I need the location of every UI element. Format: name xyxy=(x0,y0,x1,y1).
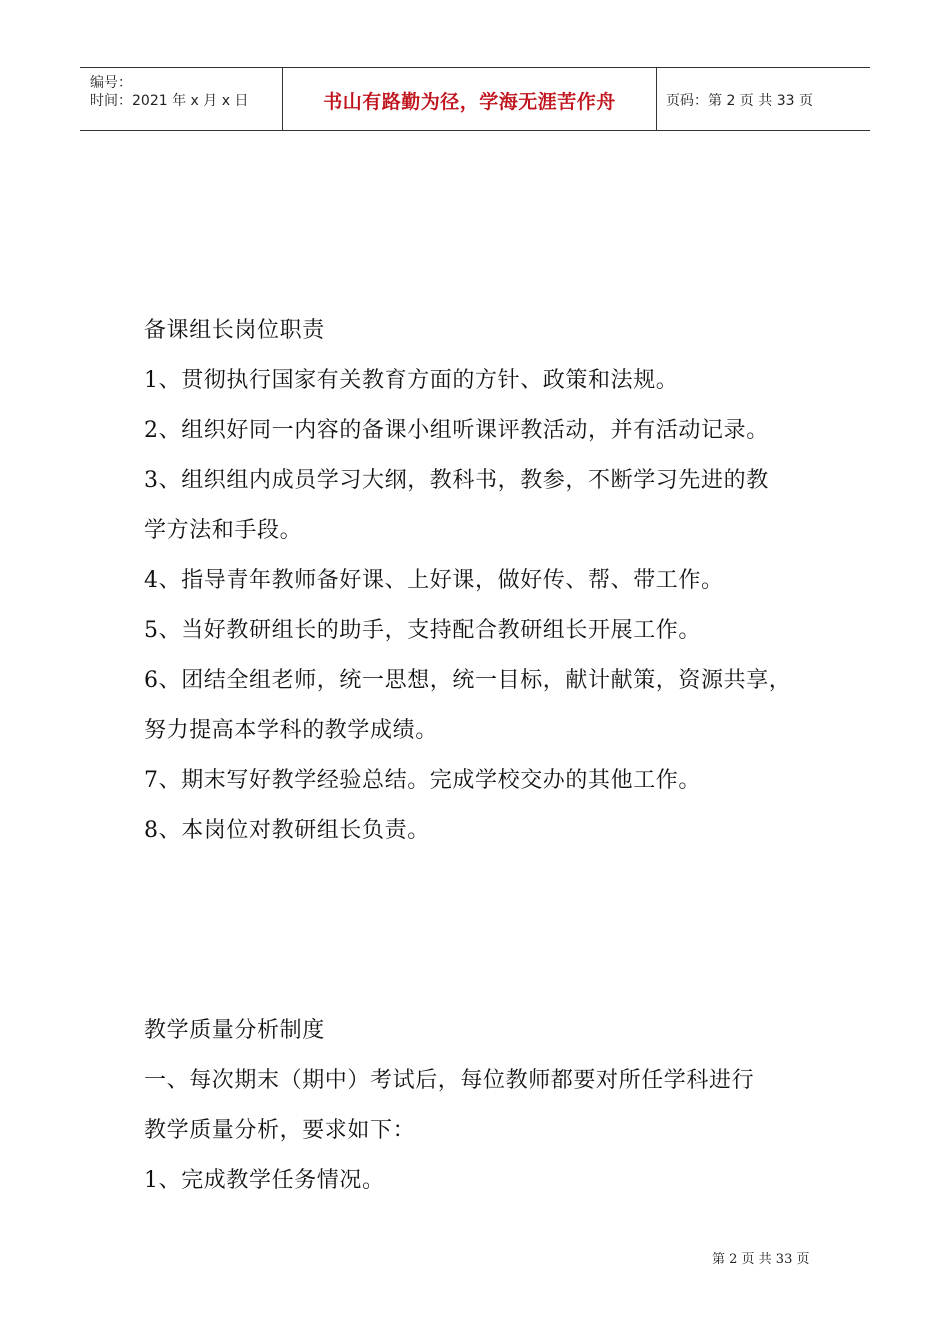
time-label: 时间：2021 年 x 月 x 日 xyxy=(90,93,249,109)
serial-label: 编号： xyxy=(90,75,132,91)
paragraph-line: 学方法和手段。 xyxy=(144,518,303,543)
document-header xyxy=(80,67,870,131)
paragraph-line: 努力提高本学科的教学成绩。 xyxy=(144,718,438,743)
header-meta-cell xyxy=(80,68,282,130)
paragraph-line: 3、组织组内成员学习大纲，教科书，教参，不断学习先进的教 xyxy=(144,468,769,493)
paragraph-line: 1、贯彻执行国家有关教育方面的方针、政策和法规。 xyxy=(144,368,679,393)
header-motto-cell xyxy=(282,68,657,130)
section-title: 备课组长岗位职责 xyxy=(144,318,325,343)
section-title: 教学质量分析制度 xyxy=(144,1018,325,1043)
paragraph-line: 1、完成教学任务情况。 xyxy=(144,1168,385,1193)
header-page-cell xyxy=(656,68,870,130)
paragraph-line: 7、期末写好教学经验总结。完成学校交办的其他工作。 xyxy=(144,768,701,793)
paragraph-line: 5、当好教研组长的助手，支持配合教研组长开展工作。 xyxy=(144,618,701,643)
paragraph-line: 8、本岗位对教研组长负责。 xyxy=(144,818,430,843)
paragraph-line: 4、指导青年教师备好课、上好课，做好传、帮、带工作。 xyxy=(144,568,724,593)
paragraph-line: 2、组织好同一内容的备课小组听课评教活动，并有活动记录。 xyxy=(144,418,769,443)
footer-page-number: 第 2 页 共 33 页 xyxy=(712,1252,810,1267)
motto-text: 书山有路勤为径，学海无涯苦作舟 xyxy=(323,91,616,113)
page-number-label: 页码：第 2 页 共 33 页 xyxy=(666,93,813,109)
paragraph-line: 6、团结全组老师，统一思想，统一目标，献计献策，资源共享， xyxy=(144,668,792,693)
paragraph-line: 一、每次期末（期中）考试后，每位教师都要对所任学科进行 xyxy=(144,1068,755,1093)
paragraph-line: 教学质量分析，要求如下： xyxy=(144,1118,416,1143)
